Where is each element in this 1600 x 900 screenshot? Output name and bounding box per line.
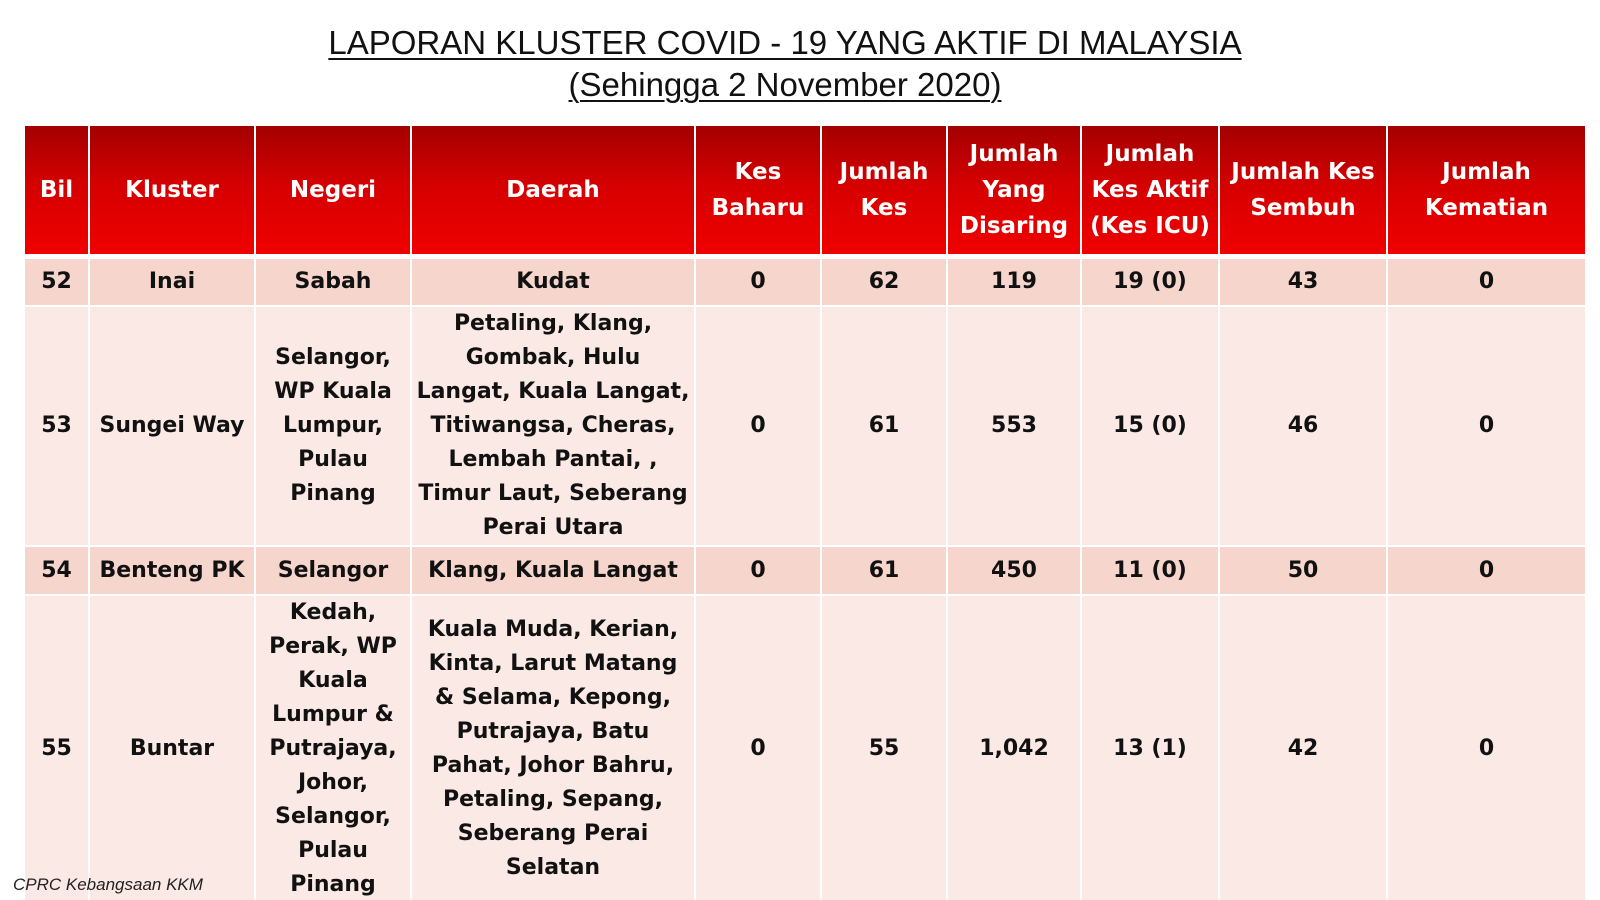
cell-jumlah-kes-sembuh: 50	[1219, 546, 1387, 595]
header-daerah: Daerah	[411, 126, 695, 254]
cell-jumlah-kematian: 0	[1387, 595, 1585, 900]
cell-jumlah-kes-sembuh: 43	[1219, 259, 1387, 306]
cell-kluster: Buntar	[89, 595, 255, 900]
cell-daerah: Klang, Kuala Langat	[411, 546, 695, 595]
cell-kluster: Inai	[89, 259, 255, 306]
cell-kluster: Sungei Way	[89, 306, 255, 546]
cell-negeri: Sabah	[255, 259, 411, 306]
cell-jumlah-kematian: 0	[1387, 546, 1585, 595]
cell-daerah: Petaling, Klang, Gombak, Hulu Langat, Kuala Langat, Titiwangsa, Cheras, Lembah Pantai, , Timur Laut, Seberang Perai Utara	[411, 306, 695, 546]
cell-jumlah-disaring: 1,042	[947, 595, 1081, 900]
table-row	[25, 306, 1585, 546]
header-kluster: Kluster	[89, 126, 255, 254]
table-row	[25, 259, 1585, 306]
cell-jumlah-kes-sembuh: 42	[1219, 595, 1387, 900]
table-row	[25, 546, 1585, 595]
cell-jumlah-kes: 61	[821, 546, 947, 595]
table-header	[25, 126, 1585, 254]
cell-jumlah-kes: 61	[821, 306, 947, 546]
cell-jumlah-disaring: 450	[947, 546, 1081, 595]
cell-negeri: Kedah, Perak, WP Kuala Lumpur & Putrajaya, Johor, Selangor, Pulau Pinang	[255, 595, 411, 900]
cell-negeri: Selangor	[255, 546, 411, 595]
source-footer: CPRC Kebangsaan KKM	[13, 875, 203, 894]
cell-negeri: Selangor, WP Kuala Lumpur, Pulau Pinang	[255, 306, 411, 546]
cell-jumlah-kes-aktif: 13 (1)	[1081, 595, 1219, 900]
table-header-row	[25, 126, 1585, 254]
cell-bil: 52	[25, 259, 89, 306]
header-jumlah-kes-sembuh: Jumlah Kes Sembuh	[1219, 126, 1387, 254]
cell-jumlah-kes-aktif: 15 (0)	[1081, 306, 1219, 546]
cell-jumlah-kes-aktif: 11 (0)	[1081, 546, 1219, 595]
header-negeri: Negeri	[255, 126, 411, 254]
header-bil: Bil	[25, 126, 89, 254]
cell-kes-baharu: 0	[695, 306, 821, 546]
header-kes-baharu: Kes Baharu	[695, 126, 821, 254]
cell-jumlah-kes: 55	[821, 595, 947, 900]
header-jumlah-kematian: Jumlah Kematian	[1387, 126, 1585, 254]
cell-kluster: Benteng PK	[89, 546, 255, 595]
cell-daerah: Kudat	[411, 259, 695, 306]
header-jumlah-kes: Jumlah Kes	[821, 126, 947, 254]
header-jumlah-disaring: Jumlah Yang Disaring	[947, 126, 1081, 254]
report-title-line1: LAPORAN KLUSTER COVID - 19 YANG AKTIF DI MALAYSIA	[328, 24, 1242, 61]
header-jumlah-kes-aktif: Jumlah Kes Aktif (Kes ICU)	[1081, 126, 1219, 254]
cell-kes-baharu: 0	[695, 595, 821, 900]
cell-jumlah-disaring: 553	[947, 306, 1081, 546]
cell-jumlah-kes-aktif: 19 (0)	[1081, 259, 1219, 306]
cell-bil: 55	[25, 595, 89, 900]
report-title	[0, 22, 1570, 106]
cell-jumlah-kes-sembuh: 46	[1219, 306, 1387, 546]
cell-kes-baharu: 0	[695, 546, 821, 595]
table-row	[25, 595, 1585, 900]
cell-bil: 54	[25, 546, 89, 595]
table-body	[25, 254, 1585, 900]
cell-jumlah-disaring: 119	[947, 259, 1081, 306]
cell-jumlah-kematian: 0	[1387, 306, 1585, 546]
cell-jumlah-kes: 62	[821, 259, 947, 306]
cluster-table	[25, 126, 1585, 900]
cell-jumlah-kematian: 0	[1387, 259, 1585, 306]
cell-bil: 53	[25, 306, 89, 546]
cell-daerah: Kuala Muda, Kerian, Kinta, Larut Matang & Selama, Kepong, Putrajaya, Batu Pahat, Johor Bahru, Petaling, Sepang, Seberang Perai Selatan	[411, 595, 695, 900]
report-title-line2: (Sehingga 2 November 2020)	[568, 66, 1002, 103]
cell-kes-baharu: 0	[695, 259, 821, 306]
